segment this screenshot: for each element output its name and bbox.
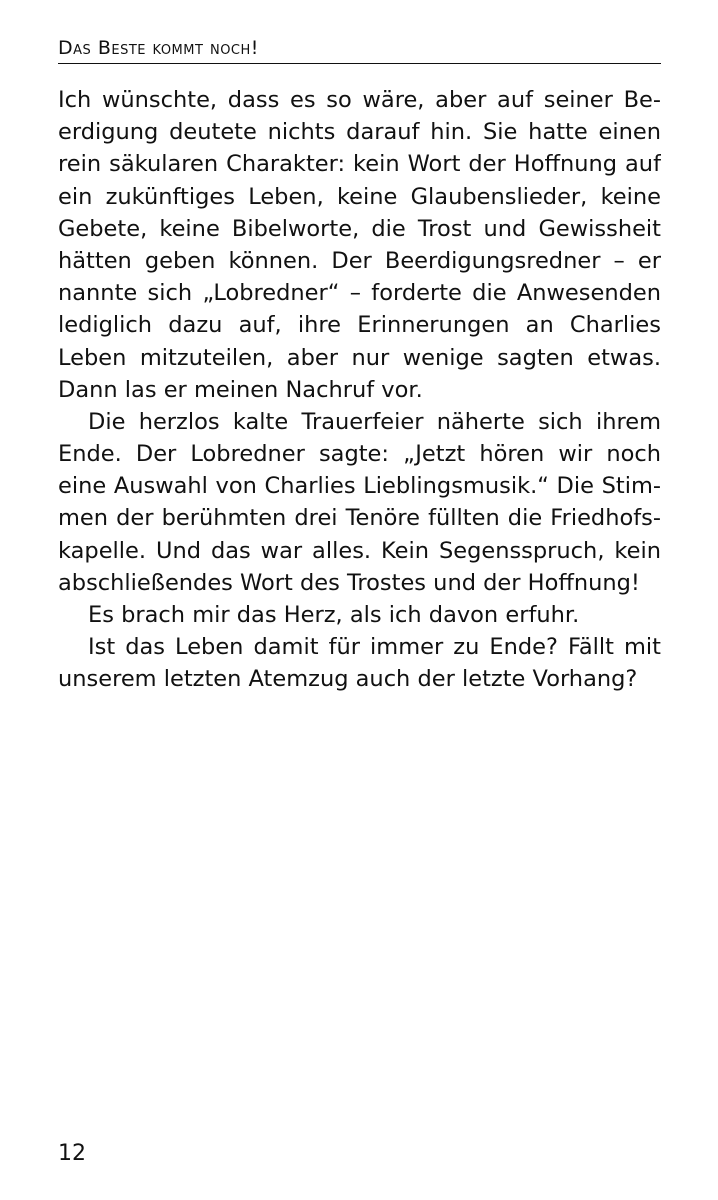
text-line: Es brach mir das Herz, als ich davon erfuhr. [88, 602, 580, 628]
text-line: kapelle. Und das war alles. Kein Segensspruch, kein [58, 537, 661, 564]
body-text [58, 84, 661, 696]
text-line: Gebete, keine Bibelworte, die Trost und Gewissheit [58, 215, 661, 242]
text-line: abschließendes Wort des Trostes und der Hoffnung! [58, 569, 640, 596]
page-number: 12 [58, 1141, 86, 1166]
text-line: unserem letzten Atemzug auch der letzte Vorhang? [58, 666, 638, 693]
text-line: lediglich dazu auf, ihre Erinnerungen an Charlies [58, 312, 661, 339]
running-header: Das Beste kommt noch! [58, 37, 259, 59]
text-line: hätten geben können. Der Beerdigungsredner – er [58, 247, 661, 274]
text-line: Dann las er meinen Nachruf vor. [58, 376, 423, 403]
text-line: Ist das Leben damit für immer zu Ende? Fällt mit [88, 634, 661, 661]
text-line: Ich wünschte, dass es so wäre, aber auf seiner Be- [58, 87, 661, 113]
text-line: Ende. Der Lobredner sagte: „Jetzt hören wir noch [58, 441, 661, 468]
text-line: rein säkularen Charakter: kein Wort der Hoffnung auf [58, 151, 661, 178]
text-line: eine Auswahl von Charlies Lieblingsmusik.“ Die Stim- [58, 473, 661, 500]
header-rule [58, 63, 661, 64]
text-line: nannte sich „Lobredner“ – forderte die Anwesenden [58, 280, 661, 307]
text-line: erdigung deutete nichts darauf hin. Sie hatte einen [58, 119, 661, 146]
text-line: men der berühmten drei Tenöre füllten die Friedhofs- [58, 505, 661, 532]
text-line: Die herzlos kalte Trauerfeier näherte sich ihrem [88, 408, 661, 435]
text-line: ein zukünftiges Leben, keine Glaubenslieder, keine [58, 183, 661, 210]
text-line: Leben mitzuteilen, aber nur wenige sagten etwas. [58, 344, 661, 371]
